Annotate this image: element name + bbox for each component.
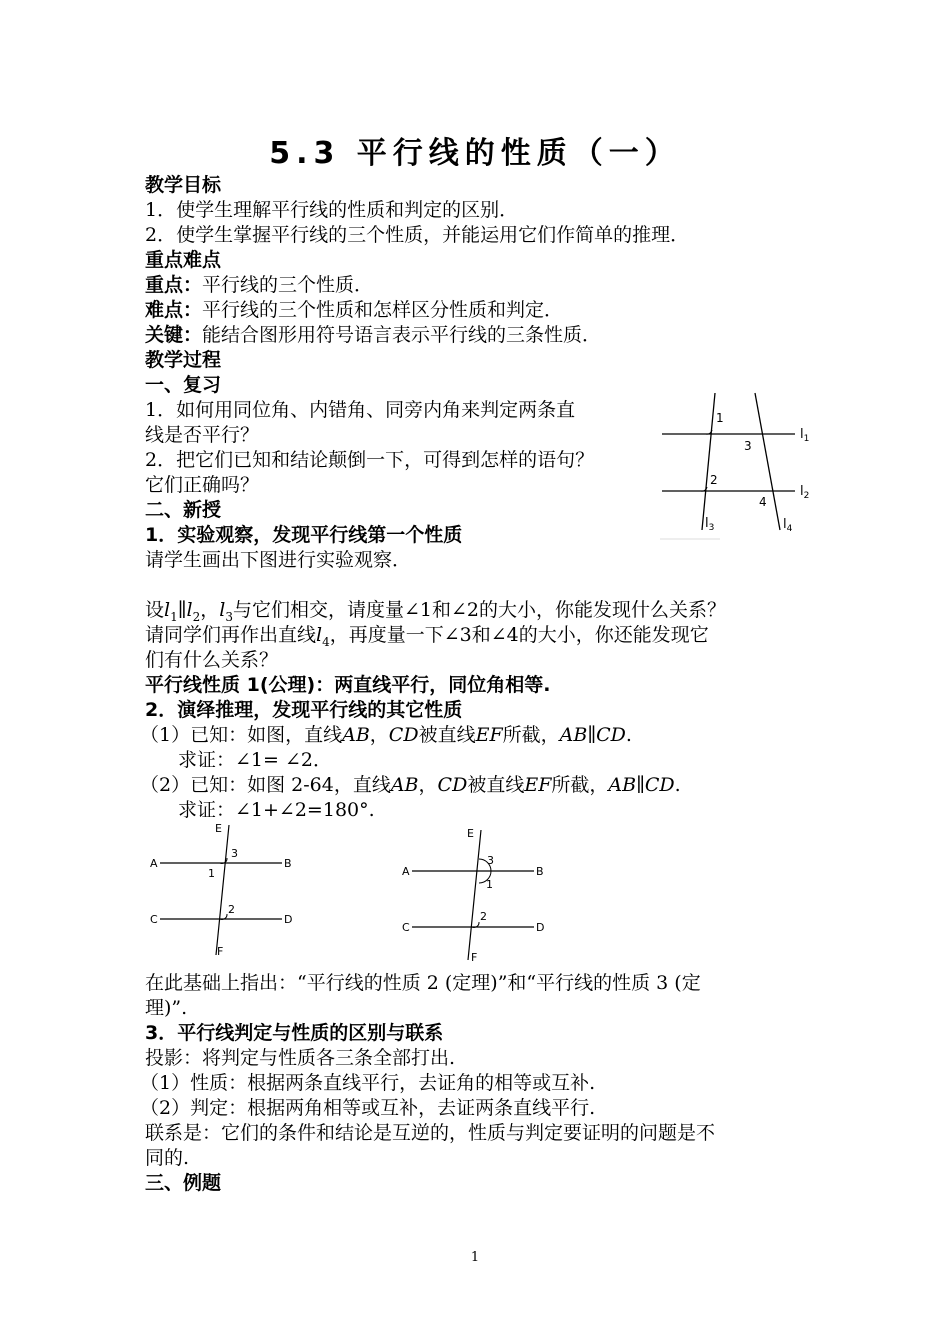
label-f: F — [217, 945, 224, 958]
label-e: E — [467, 827, 474, 840]
label-d: D — [284, 913, 293, 926]
angle-2-label: 2 — [228, 903, 235, 916]
angle-1-label: 1 — [486, 878, 493, 891]
example-2-figure — [397, 825, 557, 965]
label-e: E — [215, 822, 222, 835]
judgement-text: （2）判定：根据两角相等或互补，去证两条直线平行. — [140, 1097, 596, 1119]
focus-label: 重点： — [145, 274, 203, 296]
example-1-given: （1）已知：如图，直线AB，CD被直线EF所截，AB∥CD. — [140, 724, 632, 746]
example-2-prove: 求证：∠1+∠2=180°. — [178, 799, 375, 821]
focus-text: 平行线的三个性质． — [202, 274, 374, 296]
example-2-given: （2）已知：如图 2-64，直线AB，CD被直线EF所截，AB∥CD. — [140, 774, 681, 796]
focus-line — [145, 273, 373, 297]
question-2-cont: 们有什么关系？ — [145, 649, 279, 671]
angle-2-label: 2 — [480, 910, 487, 923]
question-1: 设$l_1\parallel l_2$，$l_3$与它们相交，请度量∠1和∠2的大小，你能发现什么关系？ — [145, 599, 726, 624]
review-2a: 2．把它们已知和结论颠倒一下，可得到怎样的语句？ — [145, 449, 595, 471]
parallel-lines-figure — [660, 390, 825, 545]
example-1-figure — [145, 820, 305, 960]
new-heading: 二、新授 — [145, 499, 222, 521]
summary-point-a: 在此基础上指出：“平行线的性质 2 (定理)”和“平行线的性质 3 (定 — [145, 972, 701, 994]
deduce-heading: 2．演绎推理，发现平行线的其它性质 — [145, 699, 463, 721]
label-a: A — [150, 857, 158, 870]
key-line — [145, 323, 601, 347]
angle-3-label: 3 — [744, 439, 752, 453]
review-2b: 它们正确吗？ — [145, 474, 260, 496]
l3-label: $l_3$ — [705, 516, 715, 533]
line-ef — [216, 825, 229, 955]
line-l4 — [755, 393, 780, 530]
l2-label: $l_2$ — [800, 484, 810, 501]
difference-heading: 3．平行线判定与性质的区别与联系 — [145, 1022, 444, 1044]
line-ef — [468, 830, 481, 960]
question-2: 请同学们再作出直线$l_4$，再度量一下∠3和∠4的大小，你还能发现它 — [145, 624, 709, 649]
summary-point-b: 理)”. — [145, 997, 188, 1019]
angle-2-label: 2 — [710, 473, 718, 487]
difficulty-line — [145, 298, 563, 322]
review-1b: 线是否平行？ — [145, 424, 260, 446]
angle-4-label: 4 — [759, 495, 767, 509]
objective-1: 1．使学生理解平行线的性质和判定的区别． — [145, 199, 519, 221]
key-label: 关键： — [145, 324, 203, 346]
objective-2: 2．使学生掌握平行线的三个性质，并能运用它们作简单的推理． — [145, 224, 690, 246]
label-c: C — [402, 921, 410, 934]
review-heading: 一、复习 — [145, 374, 222, 396]
difficulty-text: 平行线的三个性质和怎样区分性质和判定． — [202, 299, 564, 321]
label-c: C — [150, 913, 158, 926]
process-heading: 教学过程 — [145, 349, 222, 371]
examples-heading: 三、例题 — [145, 1172, 222, 1194]
angle-1-label: 1 — [208, 867, 215, 880]
l1-label: $l_1$ — [800, 427, 810, 444]
property-1: 平行线性质 1(公理)：两直线平行，同位角相等. — [145, 674, 551, 696]
difficulty-label: 难点： — [145, 299, 203, 321]
page-number: 1 — [470, 1250, 480, 1265]
l4-label: $l_4$ — [783, 517, 793, 534]
line-l3 — [702, 393, 715, 530]
review-1a: 1．如何用同位角、内错角、同旁内角来判定两条直 — [145, 399, 576, 421]
projection-text: 投影：将判定与性质各三条全部打出. — [145, 1047, 456, 1069]
label-d: D — [536, 921, 545, 934]
objectives-heading: 教学目标 — [145, 174, 222, 196]
experiment-text: 请学生画出下图进行实验观察． — [145, 549, 412, 571]
nature-text: （1）性质：根据两条直线平行，去证角的相等或互补. — [140, 1072, 596, 1094]
label-a: A — [402, 865, 410, 878]
label-f: F — [471, 951, 478, 964]
keypoints-heading: 重点难点 — [145, 249, 222, 271]
relation-a: 联系是：它们的条件和结论是互逆的，性质与判定要证明的问题是不 — [145, 1122, 716, 1144]
key-text: 能结合图形用符号语言表示平行线的三条性质． — [202, 324, 602, 346]
label-b: B — [536, 865, 544, 878]
angle-1-label: 1 — [716, 411, 724, 425]
experiment-heading: 1．实验观察，发现平行线第一个性质 — [145, 524, 463, 546]
relation-b: 同的. — [145, 1147, 190, 1169]
example-1-prove: 求证：∠1= ∠2． — [178, 749, 332, 771]
page-title: 5.3 平行线的性质（一） — [269, 136, 681, 171]
angle-3-label: 3 — [487, 854, 494, 867]
label-b: B — [284, 857, 292, 870]
angle-3-label: 3 — [231, 847, 238, 860]
